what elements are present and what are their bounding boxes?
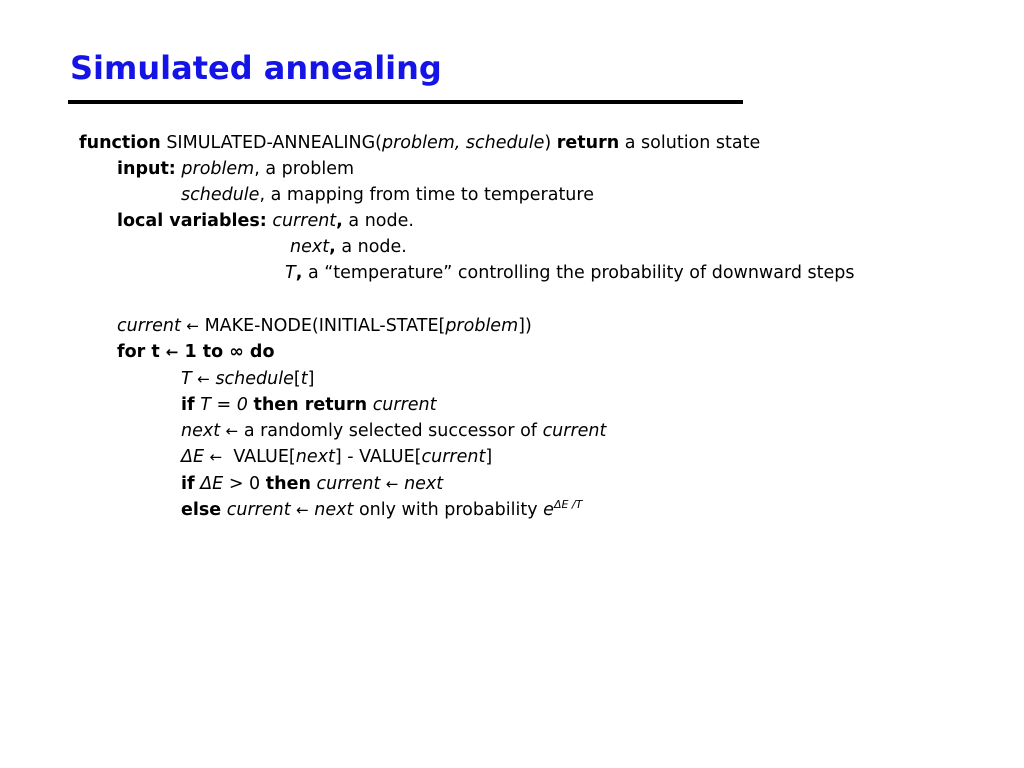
left-arrow-icon: ←	[197, 370, 210, 388]
bracket-close: ]	[307, 369, 315, 389]
temp-var: T	[181, 369, 192, 389]
keyword-input: input:	[117, 159, 176, 179]
select-next-line	[181, 420, 606, 442]
probability-desc: only with probability	[358, 500, 538, 520]
greater-than-zero: > 0	[228, 474, 261, 494]
init-current-var: current	[117, 316, 181, 336]
schedule-index: t	[300, 369, 308, 389]
else-next: next	[314, 500, 354, 520]
value-close: ]	[485, 447, 493, 467]
if-zero-line	[181, 394, 437, 416]
keyword-return: return	[556, 133, 620, 153]
then-current: current	[316, 474, 381, 494]
input-line	[117, 158, 354, 180]
local-next-desc: a node.	[341, 237, 407, 257]
equals-sign: =	[216, 395, 232, 415]
value-arg-current: current	[421, 447, 486, 467]
local-variables-line	[117, 210, 414, 232]
temperature-assign-line	[181, 368, 314, 390]
function-signature-line	[79, 132, 760, 154]
exp-power: ΔE /T	[553, 498, 583, 511]
input-schedule-desc: , a mapping from time to temperature	[259, 185, 594, 205]
else-probability-line	[181, 499, 582, 521]
make-node-close: ])	[518, 316, 532, 336]
successor-of-current: current	[542, 421, 607, 441]
return-desc: a solution state	[624, 133, 761, 153]
input-schedule-line	[181, 184, 594, 206]
keyword-then: then	[265, 474, 311, 494]
local-T: T	[285, 263, 296, 283]
left-arrow-icon: ←	[296, 501, 309, 519]
value-open-1: VALUE[	[233, 447, 296, 467]
left-arrow-icon: ←	[385, 475, 399, 493]
input-schedule: schedule	[181, 185, 260, 205]
return-current: current	[372, 395, 437, 415]
local-temperature-line	[285, 262, 855, 284]
exp-base: e	[543, 500, 554, 520]
delta-e-cond: ΔE	[200, 474, 224, 494]
keyword-if: if	[181, 474, 195, 494]
schedule-func: schedule	[215, 369, 294, 389]
left-arrow-icon: ←	[186, 317, 199, 335]
make-node-call: MAKE-NODE(INITIAL-STATE[	[204, 316, 446, 336]
keyword-local-variables: local variables:	[117, 211, 267, 231]
then-next: next	[404, 474, 444, 494]
cond-T: T	[200, 395, 211, 415]
bracket-open: [	[293, 369, 301, 389]
input-problem-desc: , a problem	[254, 159, 355, 179]
keyword-function: function	[79, 133, 161, 153]
params-close: )	[544, 133, 552, 153]
local-T-desc: a “temperature” controlling the probability of downward steps	[307, 263, 855, 283]
function-params: problem, schedule	[382, 133, 545, 153]
local-next-line	[290, 236, 407, 258]
local-current-comma: ,	[336, 211, 343, 231]
else-current: current	[226, 500, 291, 520]
slide-title: Simulated annealing	[70, 49, 442, 87]
next-var: next	[181, 421, 221, 441]
make-node-arg: problem	[445, 316, 519, 336]
successor-desc: a randomly selected successor of	[243, 421, 537, 441]
left-arrow-icon: ←	[165, 343, 179, 361]
local-T-comma: ,	[295, 263, 303, 283]
local-next-comma: ,	[329, 237, 336, 257]
left-arrow-icon: ←	[225, 422, 239, 440]
local-current: current	[272, 211, 337, 231]
input-problem: problem	[181, 159, 255, 179]
title-underline	[68, 100, 743, 104]
zero-value: 0	[236, 395, 248, 415]
keyword-else: else	[181, 500, 222, 520]
keyword-for: for t	[117, 342, 160, 362]
keyword-then-return: then return	[253, 395, 368, 415]
left-arrow-icon: ←	[209, 448, 223, 466]
function-name: SIMULATED-ANNEALING(	[166, 133, 382, 153]
delta-e-var: ΔE	[181, 447, 205, 467]
for-range: 1 to ∞ do	[184, 342, 275, 362]
local-current-desc: a node.	[348, 211, 414, 231]
init-current-line	[117, 315, 532, 337]
local-next: next	[290, 237, 330, 257]
for-loop-line	[117, 341, 274, 363]
value-minus: ] - VALUE[	[334, 447, 422, 467]
value-arg-next: next	[295, 447, 335, 467]
delta-e-line	[181, 446, 492, 468]
keyword-if: if	[181, 395, 195, 415]
if-positive-line	[181, 473, 443, 495]
